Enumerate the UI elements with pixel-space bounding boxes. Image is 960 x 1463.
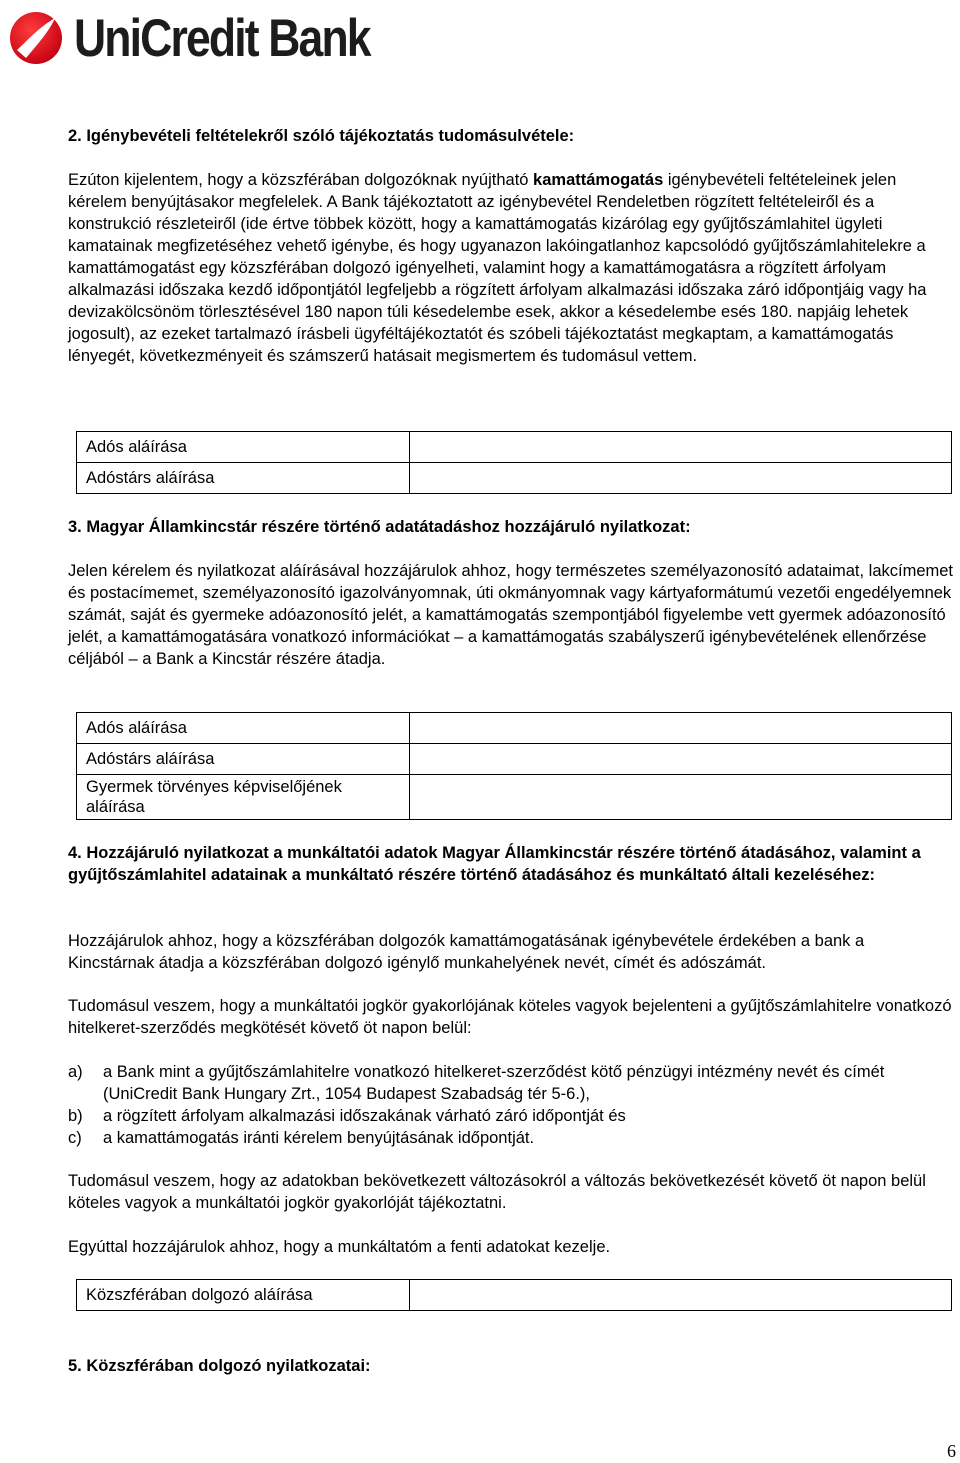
header <box>8 9 426 67</box>
section-4-heading: 4. Hozzájáruló nyilatkozat a munkáltatói adatok Magyar Államkincstár részére történő átadásához, valamint a gyűjtőszámlahitel adatainak a munkáltató részére történő átadásához és munkáltató általi kezeléséhez: <box>68 844 921 884</box>
section-2-paragraph <box>68 169 954 367</box>
enumerated-list <box>68 1061 954 1149</box>
table-row <box>77 713 952 744</box>
list-marker: b) <box>68 1107 83 1125</box>
section-3-body <box>68 560 954 670</box>
signature-table <box>76 1279 952 1311</box>
section-2-signature-block <box>68 431 954 494</box>
section-4-paragraph: Tudomásul veszem, hogy a munkáltatói jogkör gyakorlójának köteles vagyok bejelenteni a gyűjtőszámlahitelre vonatkozó hitelkeret-szerződés megkötését követő öt napon belül: <box>68 997 952 1037</box>
section-4-paragraph: Tudomásul veszem, hogy az adatokban bekövetkezett változásokról a változás bekövetkezését követő öt napon belül köteles vagyok a munkáltatói jogkör gyakorlóját tájékoztatni. <box>68 1172 926 1212</box>
section-4-signature-block <box>68 1279 954 1311</box>
list-item <box>68 1127 954 1149</box>
table-row <box>77 463 952 494</box>
signature-table <box>76 431 952 494</box>
signature-label: Adóstárs aláírása <box>77 744 410 775</box>
section-4-para-4 <box>68 1236 954 1258</box>
signature-table <box>76 712 952 820</box>
section-4-paragraph: Hozzájárulok ahhoz, hogy a közszférában dolgozók kamattámogatásának igénybevétele érdekében a bank a Kincstárnak átadja a közszférában dolgozó igénylő munkahelyének nevét, címét és adószámát. <box>68 932 865 972</box>
list-text: a rögzített árfolyam alkalmazási időszakának várható záró időpontját és <box>103 1107 626 1125</box>
bold-term: kamattámogatás <box>533 171 664 189</box>
list-marker: a) <box>68 1063 83 1081</box>
section-3-signature-block <box>68 712 954 820</box>
section-3 <box>68 516 954 538</box>
table-row <box>77 432 952 463</box>
section-4-para-3 <box>68 1170 954 1214</box>
section-4-paragraph: Egyúttal hozzájárulok ahhoz, hogy a munkáltatóm a fenti adatokat kezelje. <box>68 1238 611 1256</box>
section-5-heading: 5. Közszférában dolgozó nyilatkozatai: <box>68 1357 371 1375</box>
signature-field[interactable] <box>410 713 952 744</box>
signature-field[interactable] <box>410 1280 952 1311</box>
section-2-heading: 2. Igénybevételi feltételekről szóló tájékoztatás tudomásulvétele: <box>68 127 575 145</box>
section-4-list <box>68 1061 954 1149</box>
section-2 <box>68 125 954 147</box>
text-span: igénybevételi feltételeinek jelen kérelem benyújtásakor megfelelek. A Bank tájékoztatott az igénybevétel Rendeletben rögzített feltételeiről és a konstrukció részleteiről (ide értve többek között, hogy a kamattámogatás kizárólag egy gyűjtőszámlahitel ügyleti kamatainak megfizetéséhez vehető igénybe, és hogy ugyanazon lakóingatlanhoz kapcsolódó gyűjtőszámlahitelekre a kamattámogatást egy közszférában dolgozó igényelheti, valamint hogy a kamattámogatásra a rögzített árfolyam alkalmazási időszaka kezdő időpontjától legfeljebb a rögzített árfolyam alkalmazási időszaka záró időpontjáig vagy ha devizakölcsönöm törlesztésével 180 napon túli késedelembe esek, akkor a késedelembe esés 180. napjáig lehetek jogosult), az ezeket tartalmazó írásbeli ügyféltájékoztatót és szóbeli tájékoztatást megkaptam, a kamattámogatás lényegét, következményeit és számszerű hatásait megismertem és tudomásul vettem. <box>68 171 927 365</box>
signature-field[interactable] <box>410 775 952 820</box>
list-text: a Bank mint a gyűjtőszámlahitelre vonatkozó hitelkeret-szerződést kötő pénzügyi intézmény nevét és címét (UniCredit Bank Hungary Zrt., 1054 Budapest Szabadság tér 5-6.), <box>103 1063 885 1103</box>
signature-label: Adós aláírása <box>77 713 410 744</box>
list-item <box>68 1061 954 1105</box>
signature-field[interactable] <box>410 463 952 494</box>
table-row <box>77 1280 952 1311</box>
list-item <box>68 1105 954 1127</box>
signature-field[interactable] <box>410 744 952 775</box>
page-number: 6 <box>947 1441 956 1461</box>
section-4 <box>68 842 954 886</box>
signature-label: Közszférában dolgozó aláírása <box>77 1280 410 1311</box>
section-5 <box>68 1355 954 1377</box>
signature-label: Adóstárs aláírása <box>77 463 410 494</box>
section-3-heading: 3. Magyar Államkincstár részére történő adatátadáshoz hozzájáruló nyilatkozat: <box>68 518 691 536</box>
list-text: a kamattámogatás iránti kérelem benyújtásának időpontját. <box>103 1129 535 1147</box>
section-2-body <box>68 169 954 367</box>
signature-label: Gyermek törvényes képviselőjének aláírása <box>77 775 410 820</box>
signature-label: Adós aláírása <box>77 432 410 463</box>
brand-name: UniCredit Bank <box>74 8 370 68</box>
section-3-paragraph: Jelen kérelem és nyilatkozat aláírásával hozzájárulok ahhoz, hogy természetes személyazonosító adataimat, lakcímemet és postacímemet, személyazonosító igazolványomnak, úti okmányomnak vagy kártyaformátumú vezetői engedélyemnek számát, saját és gyermeke adóazonosító jelét, a kamattámogatás szempontjából figyelembe vett gyermek adóazonosító jelét, a kamattámogatására vonatkozó információkat – a kamattámogatás szabályszerű igénybevételének ellenőrzése céljából – a Bank a Kincstár részére átadja. <box>68 562 954 668</box>
unicredit-logo-icon <box>8 10 64 66</box>
section-4-para-1 <box>68 930 954 974</box>
table-row <box>77 744 952 775</box>
signature-field[interactable] <box>410 432 952 463</box>
list-marker: c) <box>68 1129 82 1147</box>
table-row <box>77 775 952 820</box>
section-4-para-2 <box>68 995 954 1039</box>
text-span: Ezúton kijelentem, hogy a közszférában dolgozóknak nyújtható <box>68 171 534 189</box>
